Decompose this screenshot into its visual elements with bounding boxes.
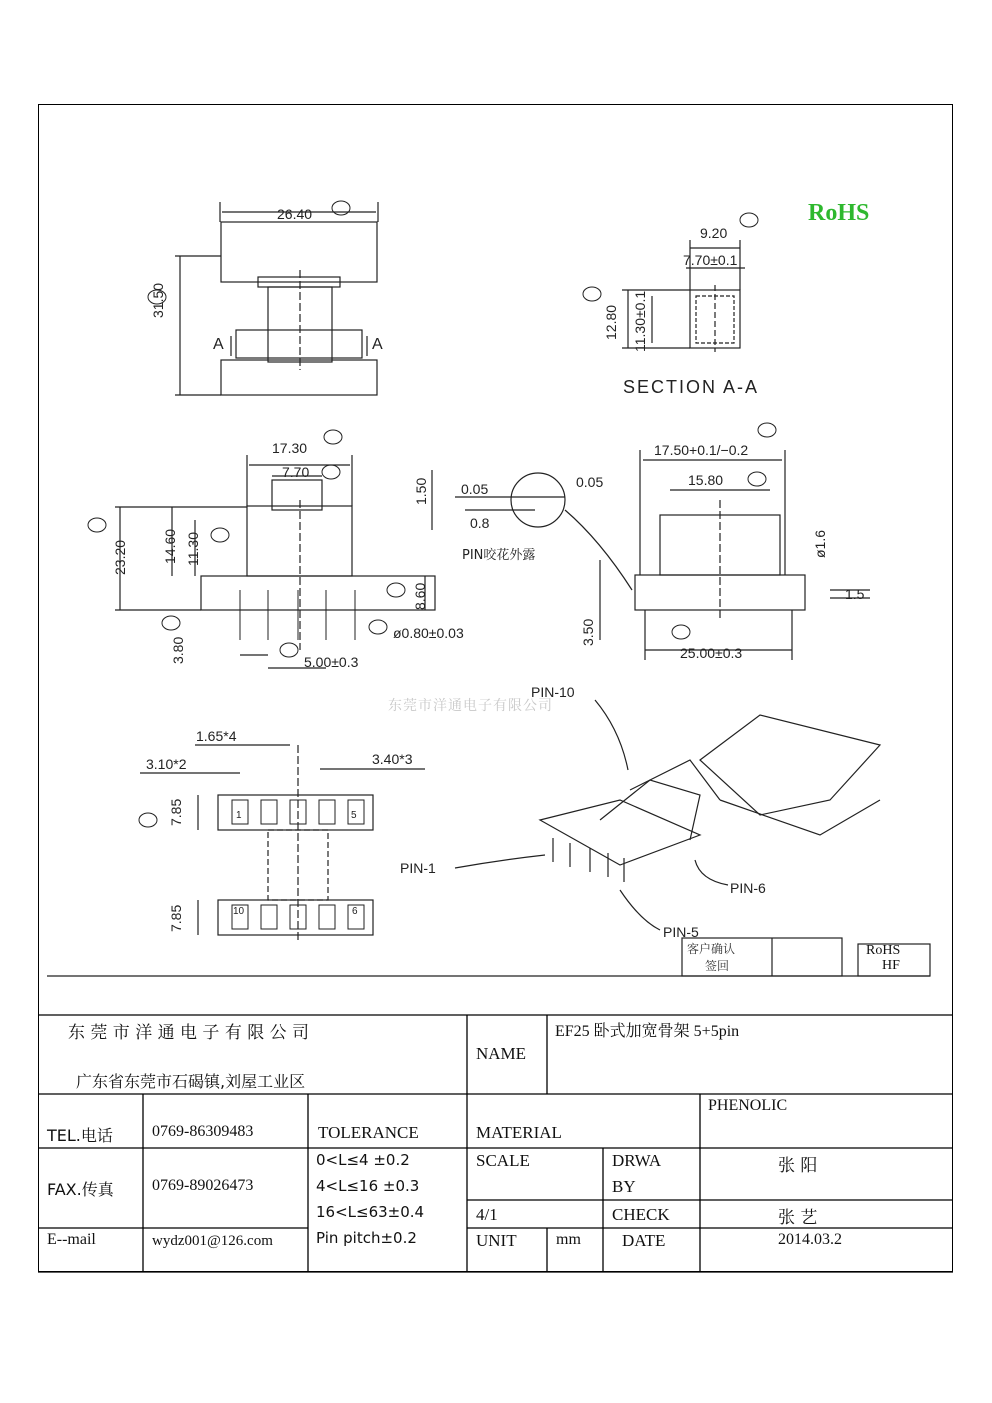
tolerance-row-2: 4<L≤16 ±0.3	[316, 1177, 420, 1195]
dim-n: 23.20	[112, 539, 128, 575]
pin-number-10: 10	[233, 906, 245, 917]
company-address: 广东省东莞市石碣镇,刘屋工业区	[76, 1072, 306, 1091]
tel-value: 0769-86309483	[152, 1123, 254, 1140]
dim-k: 5.00±0.3	[304, 654, 359, 670]
email-value: wydz001@126.com	[152, 1233, 273, 1249]
pin-1-label: PIN-1	[400, 860, 436, 876]
section-a-right: A	[372, 336, 383, 353]
section-label: SECTION A-A	[623, 377, 760, 397]
pin-number-6: 6	[352, 906, 358, 917]
drawn-by-value: 张 阳	[778, 1156, 818, 1176]
company-name: 东 莞 市 洋 通 电 子 有 限 公 司	[68, 1023, 310, 1043]
tolerance-label: TOLERANCE	[318, 1123, 419, 1142]
tolerance-row-3: 16<L≤63±0.4	[316, 1203, 425, 1221]
scale-label: SCALE	[476, 1151, 530, 1170]
dim-e: 11.30	[185, 532, 201, 566]
dim-d3: 0.05	[576, 474, 604, 490]
dim-g: 15.80	[688, 472, 724, 488]
pin-number-1: 1	[236, 810, 242, 821]
dim-m: ø0.80±0.03	[393, 625, 464, 641]
part-name: EF25 卧式加宽骨架 5+5pin	[555, 1023, 740, 1040]
dim-pin-length: 3.50	[580, 618, 596, 646]
drawn-by-label-2: BY	[612, 1177, 636, 1196]
fax-value: 0769-89026473	[152, 1177, 254, 1194]
rohs-logo: RoHS	[808, 200, 870, 226]
dim-h-inner: 7.70±0.1	[683, 252, 738, 268]
customer-confirm-label: 客户确认	[687, 942, 736, 956]
name-label: NAME	[476, 1044, 527, 1063]
pin-exposed-note: PIN咬花外露	[462, 548, 536, 563]
dim-l: 25.00±0.3	[680, 645, 743, 661]
dim-b: 31.50	[150, 282, 166, 318]
date-value: 2014.03.2	[778, 1231, 842, 1248]
drawn-by-label: DRWA	[612, 1151, 662, 1170]
dim-i: 8.60	[412, 582, 428, 610]
dim-d1: 1.50	[413, 477, 429, 505]
check-value: 张 艺	[778, 1208, 818, 1228]
dim-pitch1: 1.65*4	[196, 728, 237, 744]
dim-p: 7.85	[168, 798, 184, 826]
watermark: 东莞市洋通电子有限公司	[388, 698, 553, 714]
email-label: E--mail	[47, 1231, 96, 1248]
check-label: CHECK	[612, 1205, 670, 1224]
pin-5-label: PIN-5	[663, 924, 699, 940]
tolerance-row-1: 0<L≤4 ±0.2	[316, 1151, 410, 1169]
dim-height2: 14.60	[162, 528, 178, 564]
unit-value: mm	[556, 1231, 581, 1248]
material-label: MATERIAL	[476, 1123, 562, 1142]
date-label: DATE	[622, 1231, 666, 1250]
tolerance-row-4: Pin pitch±0.2	[316, 1229, 417, 1247]
pin-6-label: PIN-6	[730, 880, 766, 896]
dim-j-inner: 11.30±0.1	[632, 290, 648, 352]
dim-j: 12.80	[603, 304, 619, 340]
dim-side: 1.5	[845, 586, 865, 602]
unit-label: UNIT	[476, 1231, 517, 1250]
dim-p2: 7.85	[168, 904, 184, 932]
rohs-box-label: RoHS	[866, 943, 901, 958]
dim-f: 17.50+0.1/−0.2	[654, 442, 749, 458]
dim-c: 7.70	[282, 464, 310, 480]
pin-number-5: 5	[351, 810, 357, 821]
dim-pitch2: 3.10*2	[146, 756, 187, 772]
pin-10-label: PIN-10	[531, 684, 575, 700]
dim-a: 26.40	[277, 206, 313, 222]
dim-h: 9.20	[700, 225, 728, 241]
dim-d2: 0.05	[461, 481, 489, 497]
fax-label: FAX.传真	[47, 1180, 114, 1199]
dim-pitch3: 3.40*3	[372, 751, 413, 767]
scale-value: 4/1	[476, 1205, 498, 1224]
dim-q: 3.80	[170, 636, 186, 664]
dim-d: 17.30	[272, 440, 308, 456]
material-value: PHENOLIC	[708, 1097, 788, 1114]
return-label: 签回	[705, 959, 730, 973]
dim-dia: ø1.6	[812, 529, 828, 558]
hf-box-label: HF	[882, 958, 900, 973]
section-a-left: A	[213, 336, 224, 353]
dim-d4: 0.8	[470, 515, 490, 531]
tel-label: TEL.电话	[47, 1126, 113, 1145]
